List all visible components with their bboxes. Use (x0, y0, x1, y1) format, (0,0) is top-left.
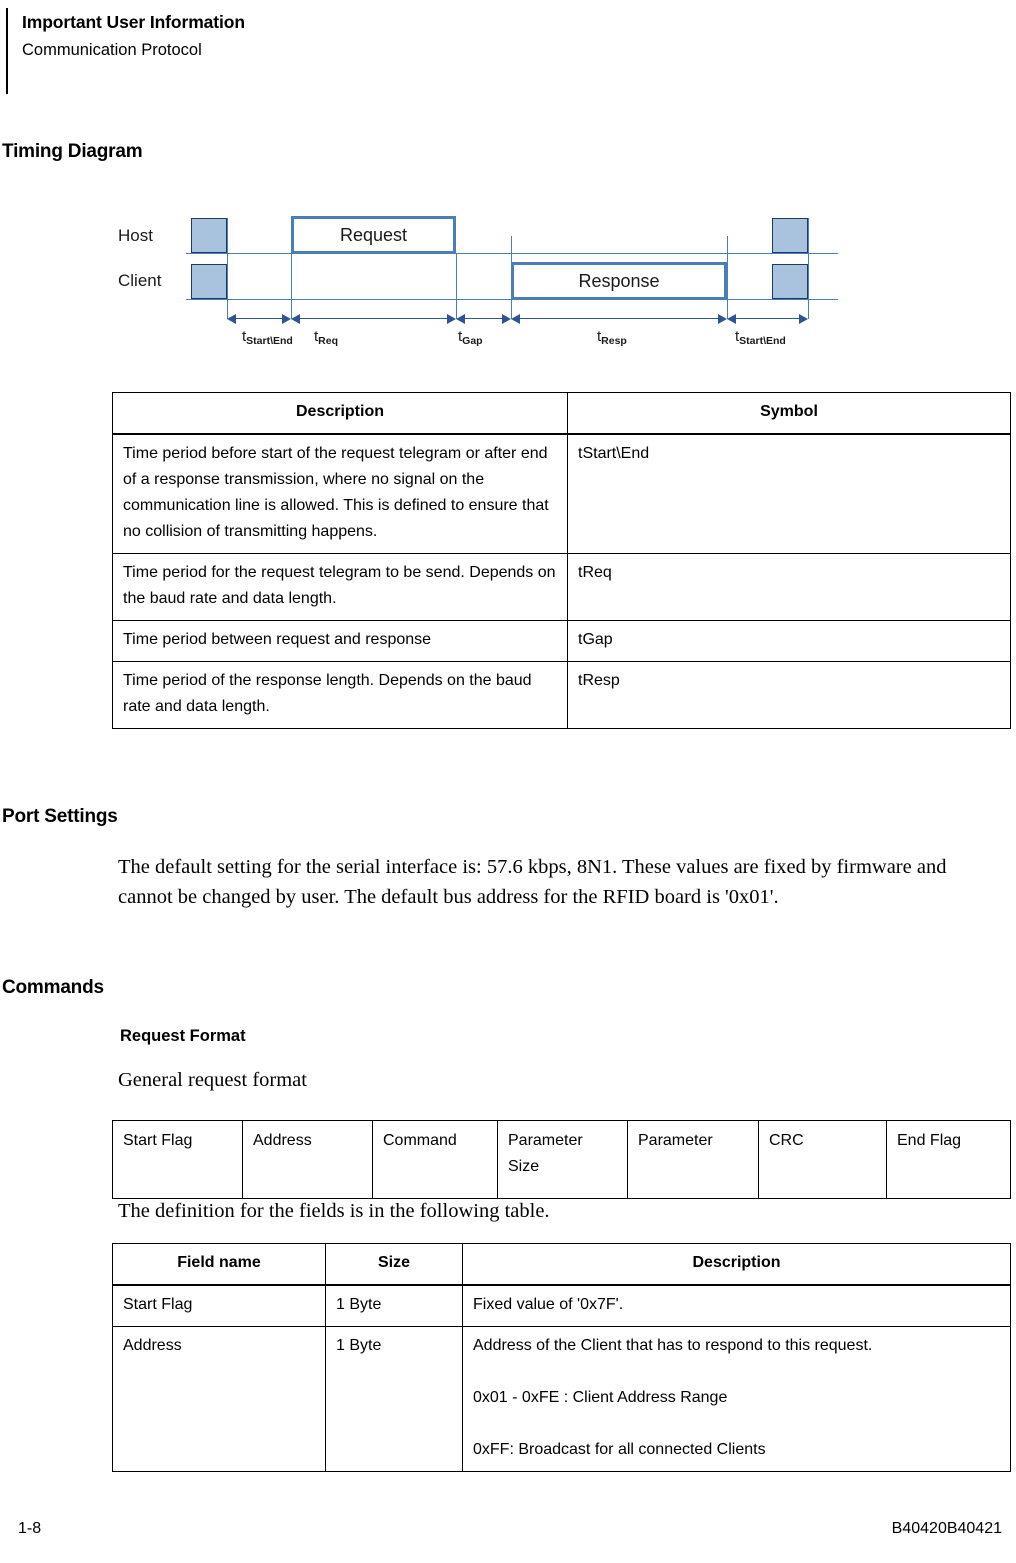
cell-description: Time period before start of the request telegram or after end of a response transmission, where no signal on the communication line is allowed. This is defined to ensure that no collision of transmitting happens. (113, 434, 568, 554)
timing-label-tresp (597, 328, 627, 345)
client-idle-block-start (191, 264, 227, 299)
table-row (113, 662, 1011, 729)
request-message-box (291, 216, 456, 254)
arrow-line-tresp (514, 318, 724, 319)
cell-start-flag: Start Flag (113, 1121, 243, 1199)
column-header-size: Size (326, 1244, 463, 1286)
cell-crc: CRC (759, 1121, 887, 1199)
heading-timing-diagram: Timing Diagram (2, 141, 143, 162)
response-message-box (511, 262, 727, 300)
field-definition-table (112, 1243, 1011, 1472)
guide-line-1 (227, 218, 228, 319)
description-line: 0x01 - 0xFE : Client Address Range (473, 1389, 728, 1406)
arrow-head-left-3 (456, 314, 465, 324)
footer-page-number: 1-8 (18, 1520, 42, 1537)
cell-size: 1 Byte (326, 1327, 463, 1472)
guide-line-2 (291, 253, 292, 319)
timing-label-sub: Resp (601, 335, 627, 347)
general-request-format-paragraph: General request format (118, 1069, 307, 1091)
table-row (113, 1327, 1011, 1472)
cell-parameter-size: Parameter Size (498, 1121, 628, 1199)
request-format-table (112, 1120, 1011, 1199)
cell-symbol: tReq (568, 554, 1011, 621)
cell-description: Fixed value of '0x7F'. (463, 1285, 1011, 1327)
port-settings-paragraph: The default setting for the serial interface is: 57.6 kbps, 8N1. These values are fixed by firmware and cannot be changed by user. The default bus address for the RFID board is '0x01'. (118, 856, 947, 908)
cell-description: Time period of the response length. Depends on the baud rate and data length. (113, 662, 568, 729)
arrow-head-right-2 (447, 314, 456, 324)
timing-diagram-figure (118, 200, 838, 355)
cell-command: Command (373, 1121, 498, 1199)
heading-commands: Commands (2, 977, 104, 998)
cell-symbol: tGap (568, 621, 1011, 662)
table-row (113, 1121, 1011, 1199)
diagram-label-client: Client (118, 271, 162, 290)
timing-label-base: t (242, 328, 247, 345)
guide-line-5 (727, 236, 728, 319)
request-box-label: Request (339, 224, 408, 245)
arrow-head-left-2 (291, 314, 300, 324)
heading-port-settings: Port Settings (2, 806, 118, 827)
table-header-row (113, 1244, 1011, 1286)
arrow-head-right-1 (282, 314, 291, 324)
guide-line-4 (511, 236, 512, 319)
page-header (0, 8, 1016, 94)
timing-label-tgap (458, 328, 483, 345)
description-line: 0xFF: Broadcast for all connected Clients (473, 1441, 766, 1458)
header-subtitle: Communication Protocol (22, 41, 202, 59)
heading-request-format: Request Format (120, 1027, 246, 1045)
cell-address: Address (243, 1121, 373, 1199)
table-row (113, 434, 1011, 554)
column-header-field-name: Field name (113, 1244, 326, 1286)
cell-description (463, 1327, 1011, 1472)
column-header-symbol: Symbol (568, 393, 1011, 435)
guide-line-6 (808, 218, 809, 319)
diagram-label-host: Host (118, 226, 153, 245)
cell-size: 1 Byte (326, 1285, 463, 1327)
arrow-head-right-3 (502, 314, 511, 324)
host-idle-block-end (772, 218, 808, 253)
table-header-row (113, 393, 1011, 435)
cell-parameter: Parameter (628, 1121, 759, 1199)
header-vertical-rule (6, 8, 8, 94)
arrow-line-tstartend-1 (230, 318, 288, 319)
timing-label-base: t (458, 328, 463, 345)
arrow-head-left-1 (227, 314, 236, 324)
field-definition-paragraph: The definition for the fields is in the following table. (118, 1200, 550, 1222)
arrow-head-left-5 (727, 314, 736, 324)
description-line: Address of the Client that has to respond to this request. (473, 1337, 873, 1354)
arrow-head-right-5 (799, 314, 808, 324)
arrow-line-tgap (459, 318, 508, 319)
arrow-line-treq (294, 318, 453, 319)
timing-label-base: t (735, 328, 740, 345)
timing-label-sub: Gap (462, 335, 483, 347)
cell-description: Time period for the request telegram to be send. Depends on the baud rate and data length. (113, 554, 568, 621)
guide-line-3 (456, 253, 457, 319)
timing-description-table (112, 392, 1011, 729)
response-box-label: Response (578, 270, 660, 291)
column-header-description: Description (463, 1244, 1011, 1286)
footer-document-code: B40420B40421 (891, 1520, 1002, 1537)
timing-label-sub: Req (318, 335, 339, 347)
cell-end-flag: End Flag (887, 1121, 1011, 1199)
client-idle-block-end (772, 264, 808, 299)
host-idle-block-start (191, 218, 227, 253)
table-row (113, 621, 1011, 662)
timing-label-sub: Start\End (739, 335, 786, 347)
header-title: Important User Information (22, 12, 245, 32)
timing-label-sub: Start\End (246, 335, 293, 347)
arrow-head-left-4 (511, 314, 520, 324)
host-baseline (186, 253, 838, 254)
timing-label-treq (314, 328, 338, 345)
column-header-description: Description (113, 393, 568, 435)
timing-label-base: t (597, 328, 602, 345)
arrow-head-right-4 (718, 314, 727, 324)
cell-field-name: Address (113, 1327, 326, 1472)
cell-symbol: tResp (568, 662, 1011, 729)
table-row (113, 554, 1011, 621)
cell-description: Time period between request and response (113, 621, 568, 662)
timing-label-tstartend-2 (735, 328, 786, 345)
table-row (113, 1285, 1011, 1327)
cell-symbol: tStart\End (568, 434, 1011, 554)
cell-field-name: Start Flag (113, 1285, 326, 1327)
arrow-line-tstartend-2 (730, 318, 805, 319)
timing-label-base: t (314, 328, 319, 345)
timing-label-tstartend-1 (242, 328, 293, 345)
